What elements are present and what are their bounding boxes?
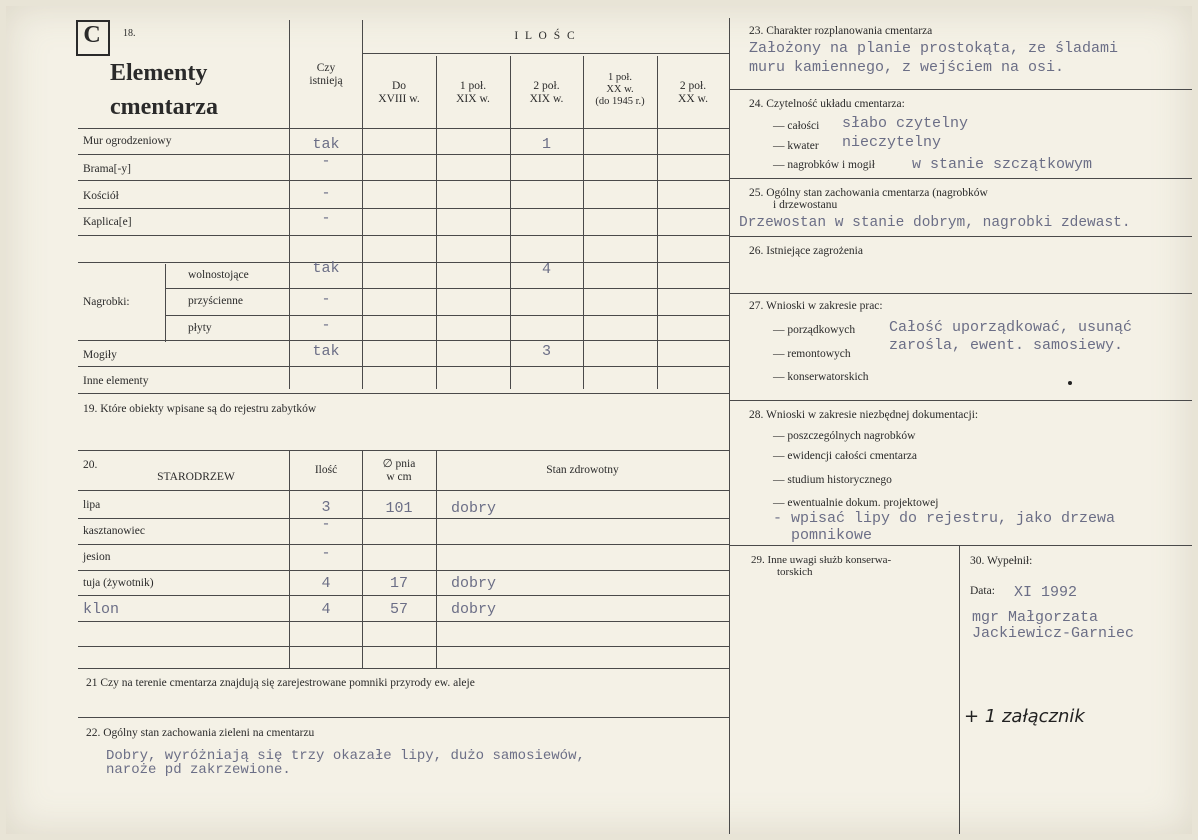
section-27-remontowych: — remontowych <box>773 348 851 360</box>
row-kosciol-czy: - <box>321 185 331 202</box>
row-mur-value: 1 <box>541 136 551 153</box>
col-line-ilosc <box>362 20 363 389</box>
section-30-data-value: XI 1992 <box>1014 584 1078 601</box>
s20-row-pnia: 101 <box>385 500 413 517</box>
section-23-text-1: Założony na planie prostokąta, ze śladami <box>749 40 1119 57</box>
section-29-30-divider <box>959 545 960 834</box>
row-line <box>78 235 729 236</box>
section-26-label: 26. Istniejące zagrożenia <box>749 245 863 257</box>
row-mogily-czy: tak <box>312 343 340 360</box>
section-24-bottom <box>729 178 1192 179</box>
section-23-label: 23. Charakter rozplanowania cmentarza <box>749 25 933 37</box>
title-line2: cmentarza <box>110 94 218 120</box>
row-wolno-label: wolnostojące <box>188 269 249 281</box>
title-line1: Elementy <box>110 60 208 86</box>
s20-row-ilosc: 4 <box>321 575 331 592</box>
section-30-name-1: mgr Małgorzata <box>972 609 1099 626</box>
section-21-bottom <box>78 717 729 718</box>
s20-number: 20. <box>83 459 98 471</box>
row-brama-label: Brama[-y] <box>83 163 131 175</box>
s20-row-ilosc: 3 <box>321 499 331 516</box>
section-29-label-1: 29. Inne uwagi służb konserwa- <box>751 554 892 566</box>
s20-row-name: kasztanowiec <box>83 525 145 537</box>
row-nagrobki-label: Nagrobki: <box>83 296 130 308</box>
section-24-nagrobkow-value: w stanie szczątkowym <box>912 156 1093 173</box>
s20-row-stan: dobry <box>451 500 497 517</box>
s20-row-line <box>78 595 729 596</box>
section-29-label-2: torskich <box>777 566 813 578</box>
s20-header-stan: Stan zdrowotny <box>546 464 619 476</box>
row-przysc-czy: - <box>321 291 331 308</box>
header-19a: 1 poł. XIX w. <box>456 80 490 106</box>
section-25-bottom <box>729 236 1192 237</box>
section-18-number: 18. <box>123 28 136 39</box>
col-line-nagrobki <box>165 264 166 342</box>
section-24-label: 24. Czytelność układu cmentarza: <box>749 98 905 110</box>
section-26-bottom <box>729 293 1192 294</box>
row-plyty-czy: - <box>321 317 331 334</box>
section-28-bottom <box>729 545 1192 546</box>
section-22-label: 22. Ogólny stan zachowania zieleni na cmentarzu <box>86 727 315 739</box>
section-28-item-2: — ewidencji całości cmentarza <box>773 450 917 462</box>
section-24-nagrobkow: — nagrobków i mogił <box>773 159 875 171</box>
row-przysc-label: przyścienne <box>188 295 243 307</box>
s20-header-pnia: ∅ pnia w cm <box>382 458 416 484</box>
section-23-bottom <box>729 89 1192 90</box>
row-line <box>78 208 729 209</box>
section-28-item-1: — poszczególnych nagrobków <box>773 430 916 442</box>
s20-row-name: tuja (żywotnik) <box>83 577 154 589</box>
row-wolno-value: 4 <box>541 261 551 278</box>
row-mogily-value: 3 <box>541 343 551 360</box>
row-mur-label: Mur ogrodzeniowy <box>83 135 172 147</box>
section-21-label: 21 Czy na terenie cmentarza znajdują się zarejestrowane pomniki przyrody ew. aleje <box>86 677 475 689</box>
section-24-kwater: — kwater <box>773 140 819 152</box>
s20-bottom <box>78 668 729 669</box>
row-line <box>78 262 729 263</box>
section-22-text-1: Dobry, wyróżniają się trzy okazałe lipy, dużo samosiewów, <box>106 748 585 764</box>
row-kaplica-czy: - <box>321 210 331 227</box>
section-30-data-label: Data: <box>970 585 995 597</box>
section-22-text-2: naroże pd zakrzewione. <box>106 762 291 778</box>
ilosc-underline <box>362 53 729 54</box>
row-line <box>78 393 729 394</box>
header-czy: Czy istnieją <box>309 62 343 88</box>
section-28-item-4: — ewentualnie dokum. projektowej <box>773 497 939 509</box>
header-20b: 2 poł. XX w. <box>678 80 708 106</box>
section-27-value-1: Całość uporządkować, usunąć <box>889 319 1133 336</box>
s20-row-line <box>78 621 729 622</box>
header-bottom <box>78 128 729 129</box>
section-27-label: 27. Wnioski w zakresie prac: <box>749 300 883 312</box>
row-mur-czy: tak <box>312 136 340 153</box>
row-line <box>78 154 729 155</box>
form-page <box>6 6 1192 834</box>
row-inne-label: Inne elementy <box>83 375 149 387</box>
row-line <box>78 340 729 341</box>
s20-title: STARODRZEW <box>157 471 235 483</box>
s20-header-ilosc: Ilość <box>314 464 338 476</box>
section-28-item-3: — studium historycznego <box>773 474 892 486</box>
section-27-porzadkowych: — porządkowych <box>773 324 856 336</box>
header-ilosc: I L O Ś C <box>514 30 577 42</box>
section-27-konserwatorskich: — konserwatorskich <box>773 371 869 383</box>
row-wolno-czy: tak <box>312 260 340 277</box>
header-19b: 2 poł. XIX w. <box>529 80 564 106</box>
section-25-value: Drzewostan w stanie dobrym, nagrobki zdewast. <box>739 215 1131 231</box>
header-do18: Do XVIII w. <box>378 80 420 106</box>
ink-dot <box>1068 381 1072 385</box>
section-24-calosci-value: słabo czytelny <box>842 115 969 132</box>
s20-row-name: lipa <box>83 499 101 511</box>
center-divider <box>729 18 730 834</box>
s20-row-ilosc: - <box>321 516 331 533</box>
section-30-label: 30. Wypełnił: <box>970 555 1033 567</box>
s20-row-pnia: 17 <box>389 575 408 592</box>
header-20a: 1 poł. XX w. (do 1945 r.) <box>595 72 645 108</box>
s20-row-name: klon <box>83 601 120 618</box>
section-27-value-2: zarośla, ewent. samosiewy. <box>889 337 1124 354</box>
s20-row-stan: dobry <box>451 575 497 592</box>
section-23-text-2: muru kamiennego, z wejściem na osi. <box>749 59 1065 76</box>
section-30-attachment: + 1 załącznik <box>964 706 1085 727</box>
s20-row-line <box>78 646 729 647</box>
s20-row-stan: dobry <box>451 601 497 618</box>
section-25-label-1: 25. Ogólny stan zachowania cmentarza (nagrobków <box>749 187 988 199</box>
section-28-label: 28. Wnioski w zakresie niezbędnej dokumentacji: <box>749 409 979 421</box>
letter-c: C <box>83 22 101 48</box>
row-line <box>78 180 729 181</box>
s20-row-line <box>78 544 729 545</box>
s20-col-line <box>436 450 437 668</box>
section-19-label: 19. Które obiekty wpisane są do rejestru zabytków <box>83 403 317 415</box>
section-28-value-1: - wpisać lipy do rejestru, jako drzewa <box>773 510 1116 527</box>
s20-row-name: jesion <box>83 551 111 563</box>
row-line <box>78 366 729 367</box>
section-24-calosci: — całości <box>773 120 820 132</box>
section-30-name-2: Jackiewicz-Garniec <box>972 625 1135 642</box>
s20-row-line <box>78 518 729 519</box>
row-mogily-label: Mogiły <box>83 349 117 361</box>
s20-row-ilosc: - <box>321 545 331 562</box>
row-line <box>165 315 729 316</box>
section-27-bottom <box>729 400 1192 401</box>
section-19-bottom <box>78 450 729 451</box>
row-plyty-label: płyty <box>188 322 212 334</box>
s20-row-line <box>78 570 729 571</box>
s20-row-ilosc: 4 <box>321 601 331 618</box>
s20-row-pnia: 57 <box>389 601 408 618</box>
section-25-label-2: i drzewostanu <box>773 199 838 211</box>
row-line <box>165 288 729 289</box>
row-brama-czy: - <box>321 153 331 170</box>
section-24-kwater-value: nieczytelny <box>842 134 942 151</box>
section-28-value-2: pomnikowe <box>791 527 873 544</box>
row-kosciol-label: Kościół <box>83 190 119 202</box>
row-kaplica-label: Kaplica[e] <box>83 216 132 228</box>
s20-row-line <box>78 490 729 491</box>
